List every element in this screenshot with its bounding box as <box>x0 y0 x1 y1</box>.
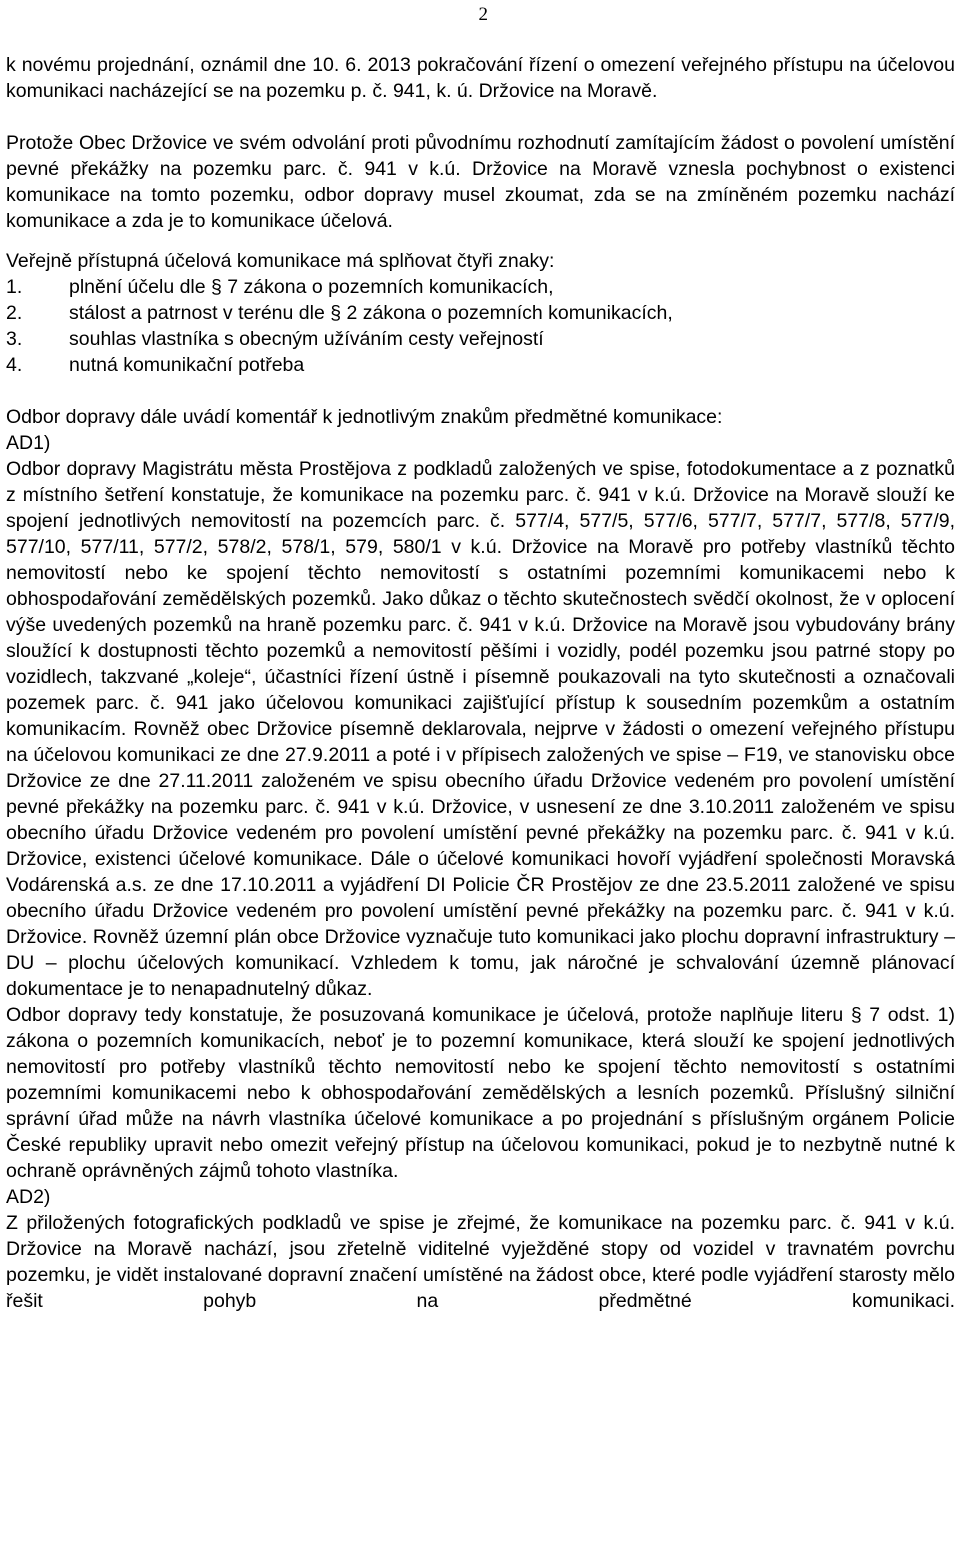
paragraph-ad2-body: Z přiložených fotografických podkladů ve spise je zřejmé, že komunikace na pozemku parc. č. 941 v k.ú. Držovice na Moravě nachází, jsou zřetelně viditelné vyježděné stopy od vozidel v travnatém povrchu pozemku, je vidět instalované dopravní značení umístěné na žádost obce, které podle vyjádření starosty mělo řešit pohyb na předmětné komunikaci. <box>6 1212 955 1312</box>
list-item-number: 1. <box>6 276 23 298</box>
list-item-text: plnění účelu dle § 7 zákona o pozemních komunikacích, <box>69 276 554 298</box>
paragraph-appeal: Protože Obec Držovice ve svém odvolání proti původnímu rozhodnutí zamítajícím žádost o povolení umístění pevné překážky na pozemku parc. č. 941 v k.ú. Držovice na Moravě vznesla pochybnost o existenci komunikace na tomto pozemku, odbor dopravy musel zkoumat, zda se na zmíněném pozemku nachází komunikace a zda je to komunikace účelová. <box>6 132 955 232</box>
section-label-ad1: AD1) <box>6 432 51 454</box>
spacer <box>6 234 955 248</box>
section-label-ad2: AD2) <box>6 1186 51 1208</box>
criteria-list <box>6 274 955 378</box>
list-item <box>6 352 955 378</box>
list-item <box>6 300 955 326</box>
list-item-text: nutná komunikační potřeba <box>69 354 305 376</box>
document-body <box>6 52 955 1314</box>
spacer <box>6 104 955 130</box>
paragraph-criteria-heading: Veřejně přístupná účelová komunikace má splňovat čtyři znaky: <box>6 250 555 272</box>
list-item-text: souhlas vlastníka s obecným užíváním cesty veřejností <box>69 328 544 350</box>
list-item-text: stálost a patrnost v terénu dle § 2 zákona o pozemních komunikacích, <box>69 302 673 324</box>
list-item <box>6 274 955 300</box>
paragraph-ad1-body: Odbor dopravy Magistrátu města Prostějova z podkladů založených ve spise, fotodokumentace a z poznatků z místního šetření konstatuje, že komunikace na pozemku parc. č. 941 v k.ú. Držovice na Moravě slouží ke spojení jednotlivých nemovitostí na pozemcích parc. č. 577/4, 577/5, 577/6, 577/7, 577/7, 577/8, 577/9, 577/10, 577/11, 577/2, 578/2, 578/1, 579, 580/1 v k.ú. Držovice na Moravě pro potřeby vlastníků těchto nemovitostí nebo ke spojení těchto nemovitostí s ostatními pozemními komunikacemi nebo k obhospodařování zemědělských pozemků. Jako důkaz o těchto skutečnostech svědčí okolnost, že v oplocení výše uvedených pozemků na hraně pozemku parc. č. 941 v k.ú. Držovice na Moravě jsou vybudovány brány sloužící k dostupnosti těchto pozemků a nemovitostí pěšími i vozidly, podél pozemku jsou patrné stopy po vozidlech, takzvané „koleje“, účastníci řízení ústně i písemně poukazovali na tyto skutečnosti a označovali pozemek parc. č. 941 jako účelovou komunikaci zajišťující přístup k sousedním pozemkům a ostatním komunikacím. Rovněž obec Držovice písemně deklarovala, nejprve v žádosti o omezení veřejného přístupu na účelovou komunikaci ze dne 27.9.2011 a poté i v přípisech založených ve spise – F19, ve stanovisku obce Držovice ze dne 27.11.2011 založeném ve spisu obecního úřadu Držovice vedeném pro povolení umístění pevné překážky na pozemku parc. č. 941 v k.ú. Držovice, v usnesení ze dne 3.10.2011 založeném ve spisu obecního úřadu Držovice vedeném pro povolení umístění pevné překážky na pozemku parc. č. 941 v k.ú. Držovice, existenci účelové komunikace. Dále o účelové komunikaci hovoří vyjádření společnosti Moravská Vodárenská a.s. ze dne 17.10.2011 a vyjádření DI Policie ČR Prostějov ze dne 23.5.2011 založené ve spisu obecního úřadu Držovice vedeném pro povolení umístění pevné překážky na pozemku parc. č. 941 v k.ú. Držovice. Rovněž územní plán obce Držovice vyznačuje tuto komunikaci jako plochu dopravní infrastruktury – DU – plochu účelových komunikací. Vzhledem k tomu, jak náročné je schvalování územně plánovací dokumentace je to nenapadnutelný důkaz. <box>6 458 955 1000</box>
paragraph-conclusion: Odbor dopravy tedy konstatuje, že posuzovaná komunikace je účelová, protože naplňuje literu § 7 odst. 1) zákona o pozemních komunikacích, neboť je to pozemní komunikace, která slouží ke spojení jednotlivých nemovitostí pro potřeby vlastníků těchto nemovitostí nebo ke spojení těchto nemovitostí s ostatními pozemními komunikacemi nebo k obhospodařování zemědělských a lesních pozemků. Příslušný silniční správní úřad může na návrh vlastníka účelové komunikace a po projednání s příslušným orgánem Policie České republiky upravit nebo omezit veřejný přístup na účelovou komunikaci, pokud je to nezbytně nutné k ochraně oprávněných zájmů tohoto vlastníka. <box>6 1004 955 1182</box>
page-number: 2 <box>478 4 488 25</box>
paragraph-intro: k novému projednání, oznámil dne 10. 6. 2013 pokračování řízení o omezení veřejného přístupu na účelovou komunikaci nacházející se na pozemku p. č. 941, k. ú. Držovice na Moravě. <box>6 54 955 102</box>
spacer <box>6 378 955 404</box>
list-item-number: 2. <box>6 302 23 324</box>
paragraph-comment-heading: Odbor dopravy dále uvádí komentář k jednotlivým znakům předmětné komunikace: <box>6 406 723 428</box>
list-item-number: 4. <box>6 354 23 376</box>
list-item <box>6 326 955 352</box>
list-item-number: 3. <box>6 328 23 350</box>
